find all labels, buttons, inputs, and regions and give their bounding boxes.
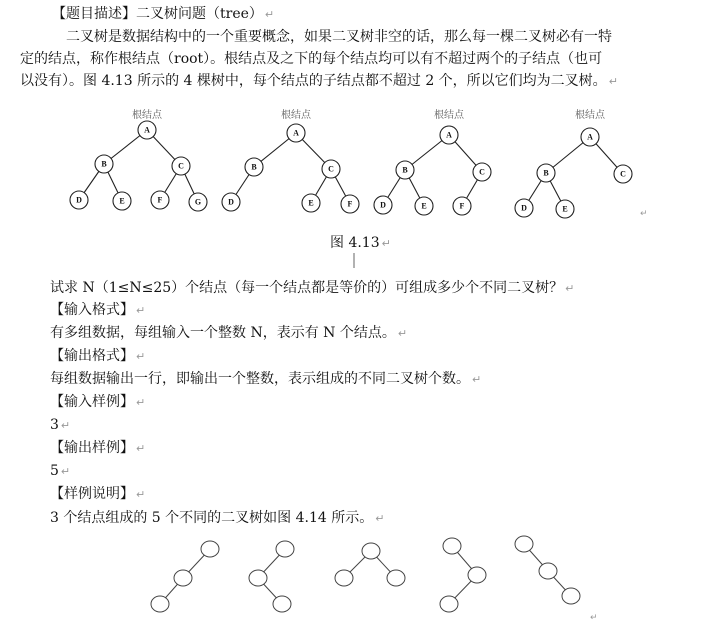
- description-line-3: 以没有）。图 4.13 所示的 4 棵树中，每个结点的子结点都不超过 2 个，所以它们均为二叉树。 ↵: [20, 73, 618, 89]
- tree-1: [70, 108, 207, 211]
- figure-4-14: [151, 536, 598, 623]
- tree-node: [562, 588, 580, 604]
- svg-text:E: E: [308, 198, 314, 208]
- tree-node: [151, 596, 169, 612]
- tree-node: [249, 570, 267, 586]
- svg-text:D: D: [380, 200, 386, 210]
- input-format-heading: 【输入格式】 ↵: [50, 302, 146, 318]
- tree-node: [189, 193, 207, 211]
- output-format-text: 每组数据输出一行，即输出一个整数，表示组成的不同二叉树个数。 ↵: [50, 371, 482, 387]
- tree-node: [440, 126, 458, 144]
- tree-node: [151, 191, 169, 209]
- svg-text:B: B: [101, 159, 107, 169]
- question-line: 试求 N（1≤N≤25）个结点（每一个结点都是等价的）可组成多少个不同二叉树？ ↵: [50, 280, 575, 296]
- small-tree-4: [440, 538, 486, 612]
- input-format-text: 有多组数据，每组输入一个整数 N，表示有 N 个结点。 ↵: [50, 325, 408, 341]
- problem-title: 【题目描述】二叉树问题（tree） ↵: [52, 6, 275, 22]
- tree-node: [322, 160, 340, 178]
- svg-text:A: A: [293, 128, 299, 138]
- tree-node: [362, 543, 380, 559]
- root-label: 根结点: [281, 110, 311, 121]
- para-mark: ↵: [640, 209, 648, 219]
- svg-text:C: C: [620, 169, 626, 179]
- svg-text:B: B: [402, 165, 408, 175]
- tree-node: [443, 538, 461, 554]
- tree-node: [222, 193, 240, 211]
- svg-text:B: B: [543, 168, 549, 178]
- tree-node: [276, 541, 294, 557]
- small-tree-2: [249, 541, 294, 612]
- svg-text:C: C: [178, 161, 184, 171]
- tree-node: [468, 567, 486, 583]
- output-format-heading: 【输出格式】 ↵: [50, 348, 146, 364]
- tree-node: [335, 570, 353, 586]
- para-mark: ↵: [590, 613, 598, 623]
- sample-input-value: 3 ↵: [50, 417, 71, 433]
- tree-node: [341, 195, 359, 213]
- tree-2: [222, 108, 359, 213]
- svg-text:F: F: [157, 195, 163, 205]
- sample-explain-heading: 【样例说明】 ↵: [50, 486, 146, 502]
- figure-caption-4-13: 图 4.13 ↵: [330, 235, 391, 251]
- tree-node: [440, 596, 458, 612]
- svg-text:E: E: [421, 201, 427, 211]
- svg-text:E: E: [562, 204, 568, 214]
- tree-node: [537, 164, 555, 182]
- svg-text:C: C: [328, 164, 334, 174]
- tree-node: [174, 570, 192, 586]
- tree-node: [201, 541, 219, 557]
- root-label: 根结点: [434, 110, 464, 121]
- tree-node: [113, 192, 131, 210]
- svg-text:D: D: [521, 203, 527, 213]
- svg-text:E: E: [119, 196, 125, 206]
- tree-node: [515, 199, 533, 217]
- tree-node: [614, 165, 632, 183]
- tree-node: [415, 197, 433, 215]
- tree-node: [287, 124, 305, 142]
- root-label: 根结点: [575, 110, 605, 121]
- sample-input-heading: 【输入样例】 ↵: [50, 394, 146, 410]
- tree-node: [273, 596, 291, 612]
- sample-explain-text: 3 个结点组成的 5 个不同的二叉树如图 4.14 所示。 ↵: [50, 510, 385, 526]
- description-line-2: 定的结点，称作根结点（root）。根结点及之下的每个结点均可以有不超过两个的子结点（也可: [20, 51, 603, 67]
- svg-text:A: A: [446, 130, 452, 140]
- tree-node: [453, 197, 471, 215]
- tree-node: [245, 158, 263, 176]
- tree-node: [396, 161, 414, 179]
- svg-text:C: C: [479, 167, 485, 177]
- description-line-1: 二叉树是数据结构中的一个重要概念，如果二叉树非空的话，那么每一棵二叉树必有一特: [66, 29, 612, 45]
- small-tree-3: [335, 543, 405, 586]
- tree-node: [95, 155, 113, 173]
- tree-node: [374, 196, 392, 214]
- tree-node: [138, 121, 156, 139]
- tree-node: [515, 536, 533, 552]
- tree-node: [302, 194, 320, 212]
- tree-node: [172, 157, 190, 175]
- small-tree-1: [151, 541, 219, 612]
- tree-3: [374, 108, 491, 215]
- svg-text:D: D: [76, 195, 82, 205]
- svg-text:D: D: [228, 197, 234, 207]
- sample-output-value: 5 ↵: [50, 463, 71, 479]
- root-label: 根结点: [132, 110, 162, 121]
- tree-node: [70, 191, 88, 209]
- sample-output-heading: 【输出样例】 ↵: [50, 440, 146, 456]
- tree-node: [581, 128, 599, 146]
- svg-text:A: A: [144, 125, 150, 135]
- tree-4: [515, 108, 632, 218]
- svg-text:B: B: [251, 162, 257, 172]
- svg-text:A: A: [587, 132, 593, 142]
- svg-text:G: G: [194, 197, 202, 207]
- small-tree-5: [515, 536, 580, 604]
- svg-text:F: F: [459, 201, 465, 211]
- tree-node: [556, 200, 574, 218]
- tree-node: [387, 570, 405, 586]
- tree-node: [539, 563, 557, 579]
- tree-node: [473, 163, 491, 181]
- svg-text:F: F: [347, 199, 353, 209]
